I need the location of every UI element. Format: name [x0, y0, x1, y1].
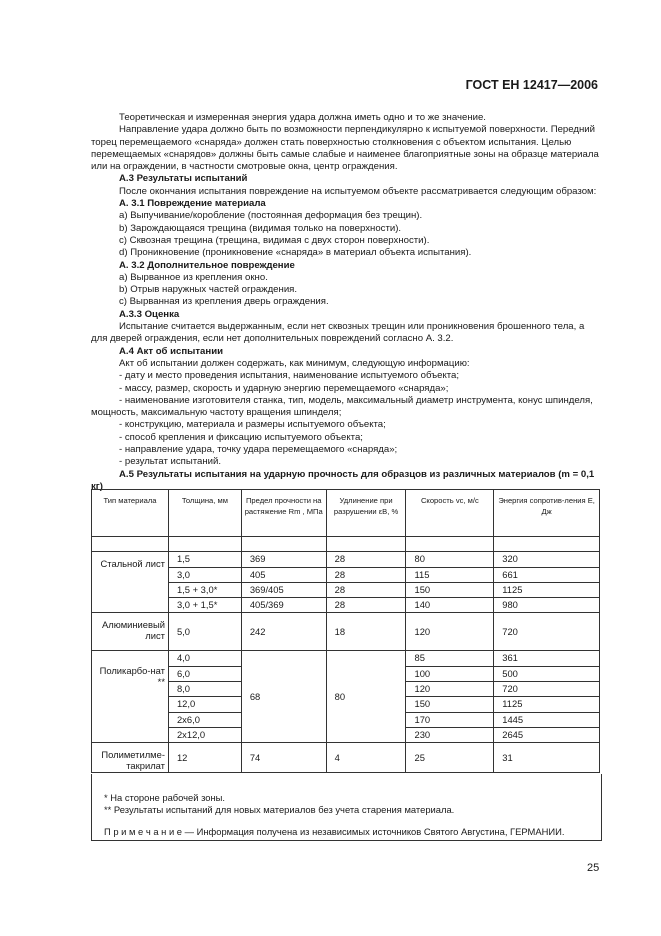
table-row — [92, 651, 600, 666]
table-cell: 4 — [326, 743, 406, 773]
table-cell: 28 — [326, 582, 406, 597]
table-cell: 242 — [241, 613, 326, 651]
col-header-energy: Энергия сопротив-ления E, Дж — [494, 490, 600, 537]
paragraph: Направление удара должно быть по возможности перпендикулярно к испытуемой поверхности. Передний торец перемещаемого «снаряда» должен стать поверхностью столкновения с объектом испытания. Целью перемещаемых «снарядов» должны быть самые слабые и наименее благоприятные зоны на образце материала или на ограждении, в частности смотровые окна, центр ограждения. — [91, 124, 599, 173]
paragraph: - конструкцию, материала и размеры испытуемого объекта; — [119, 419, 386, 431]
table-cell: 115 — [406, 567, 494, 582]
table-cell: 720 — [494, 682, 600, 697]
table-cell: 150 — [406, 697, 494, 712]
document-header: ГОСТ ЕН 12417—2006 — [465, 78, 598, 92]
table-cell: 5,0 — [168, 613, 241, 651]
page-number: 25 — [587, 862, 600, 874]
table-cell: 230 — [406, 727, 494, 742]
table-cell: 8,0 — [168, 682, 241, 697]
material-cell: Алюминиевый лист — [92, 613, 169, 651]
table-row — [92, 598, 600, 613]
table-notes — [91, 774, 602, 841]
paragraph: А.5 Результаты испытания на ударную прочность для образцов из различных материалов (m = 0,1 кг) — [91, 468, 595, 492]
table-cell: 1,5 — [168, 552, 241, 567]
table-header-row — [92, 490, 600, 537]
col-header-velocity: Скорость vc, м/с — [406, 490, 494, 537]
paragraph: - направление удара, точку удара перемещаемого «снаряда»; — [119, 444, 398, 456]
table-cell: 6,0 — [168, 666, 241, 681]
table-cell: 68 — [241, 651, 326, 743]
table-cell: 28 — [326, 598, 406, 613]
paragraph: b) Отрыв наружных частей ограждения. — [119, 284, 298, 296]
table-cell: 320 — [494, 552, 600, 567]
paragraph: А. 3.2 Дополнительное повреждение — [119, 259, 295, 271]
table-cell: 2x12,0 — [168, 727, 241, 742]
table-cell: 361 — [494, 651, 600, 666]
table-cell: 3,0 — [168, 567, 241, 582]
paragraph: Акт об испытании должен содержать, как минимум, следующую информацию: — [119, 357, 470, 369]
table-cell: 80 — [326, 651, 406, 743]
table-cell: 74 — [241, 743, 326, 773]
table-cell: 1125 — [494, 697, 600, 712]
material-cell: Стальной лист — [92, 552, 169, 613]
table-cell: 369 — [241, 552, 326, 567]
col-header-elongation: Удлинение при разрушении εB, % — [326, 490, 406, 537]
table-cell: 150 — [406, 582, 494, 597]
table-cell: 2645 — [494, 727, 600, 742]
table-spacer — [92, 537, 600, 552]
table-cell: 12,0 — [168, 697, 241, 712]
table-cell: 3,0 + 1,5* — [168, 598, 241, 613]
paragraph: с) Вырванная из крепления дверь ограждения. — [119, 296, 329, 308]
paragraph: b) Зарождающаяся трещина (видимая только на поверхности). — [119, 222, 402, 234]
table-row — [92, 552, 600, 567]
table-cell: 661 — [494, 567, 600, 582]
table-cell: 18 — [326, 613, 406, 651]
table-cell: 170 — [406, 712, 494, 727]
paragraph: А.3.3 Оценка — [119, 308, 180, 320]
col-header-material: Тип материала — [92, 490, 169, 537]
table-cell: 1445 — [494, 712, 600, 727]
note-2: ** Результаты испытаний для новых материалов без учета старения материала. — [104, 804, 455, 815]
table-row — [92, 743, 600, 773]
note-3: П р и м е ч а н и е — Информация получена из независимых источников Святого Августина, ГЕРМАНИИ. — [104, 826, 565, 837]
table-cell: 500 — [494, 666, 600, 681]
paragraph: d) Проникновение (проникновение «снаряда» в материал объекта испытания). — [119, 247, 472, 259]
material-cell: Полиметилме-такрилат — [92, 743, 169, 773]
table-cell: 28 — [326, 567, 406, 582]
paragraph: Испытание считается выдержанным, если нет сквозных трещин или проникновения брошенного тела, а для дверей ограждения, если нет дополнительных повреждений согласно А. 3.2. — [91, 321, 585, 345]
table-cell: 120 — [406, 682, 494, 697]
table-cell: 1,5 + 3,0* — [168, 582, 241, 597]
note-1: * На стороне рабочей зоны. — [104, 792, 226, 803]
table-cell: 120 — [406, 613, 494, 651]
table-cell: 720 — [494, 613, 600, 651]
table-cell: 1125 — [494, 582, 600, 597]
paragraph: а) Вырванное из крепления окно. — [119, 271, 268, 283]
table-cell: 140 — [406, 598, 494, 613]
table-cell: 2x6,0 — [168, 712, 241, 727]
table-cell: 80 — [406, 552, 494, 567]
paragraph: Теоретическая и измеренная энергия удара должна иметь одно и то же значение. — [119, 112, 486, 123]
table-cell: 980 — [494, 598, 600, 613]
paragraph: - наименование изготовителя станка, тип, модель, максимальный диаметр инструмента, конус шпинделя, мощность, максимальную частоту вращения шпинделя; — [91, 394, 593, 419]
paragraph: А.3 Результаты испытаний — [119, 173, 248, 185]
table-row — [92, 613, 600, 651]
table-cell: 100 — [406, 666, 494, 681]
paragraph: - дату и место проведения испытания, наименование испытуемого объекта; — [119, 370, 460, 382]
col-header-strength: Предел прочности на растяжение Rm , МПа — [241, 490, 326, 537]
table-row — [92, 567, 600, 582]
paragraph: - массу, размер, скорость и ударную энергию перемещаемого «снаряда»; — [119, 382, 449, 394]
table-cell: 369/405 — [241, 582, 326, 597]
material-cell: Поликарбо-нат ** — [92, 651, 169, 743]
paragraph: с) Сквозная трещина (трещина, видимая с двух сторон поверхности). — [119, 234, 430, 246]
paragraph: После окончания испытания повреждение на испытуемом объекте рассматривается следующим образом: — [119, 185, 597, 197]
paragraph: А. 3.1 Повреждение материала — [119, 198, 266, 210]
table-cell: 85 — [406, 651, 494, 666]
table-cell: 405/369 — [241, 598, 326, 613]
table-cell: 31 — [494, 743, 600, 773]
results-table — [91, 489, 600, 773]
paragraph: а) Выпучивание/коробление (постоянная деформация без трещин). — [119, 210, 423, 222]
body-text — [91, 112, 599, 493]
paragraph: - результат испытаний. — [119, 456, 222, 468]
table-cell: 28 — [326, 552, 406, 567]
table-cell: 12 — [168, 743, 241, 773]
table-cell: 405 — [241, 567, 326, 582]
col-header-thickness: Толщина, мм — [168, 490, 241, 537]
paragraph: - способ крепления и фиксацию испытуемого объекта; — [119, 431, 363, 443]
table-row — [92, 582, 600, 597]
table-cell: 25 — [406, 743, 494, 773]
table-cell: 4,0 — [168, 651, 241, 666]
paragraph: А.4 Акт об испытании — [119, 345, 223, 357]
